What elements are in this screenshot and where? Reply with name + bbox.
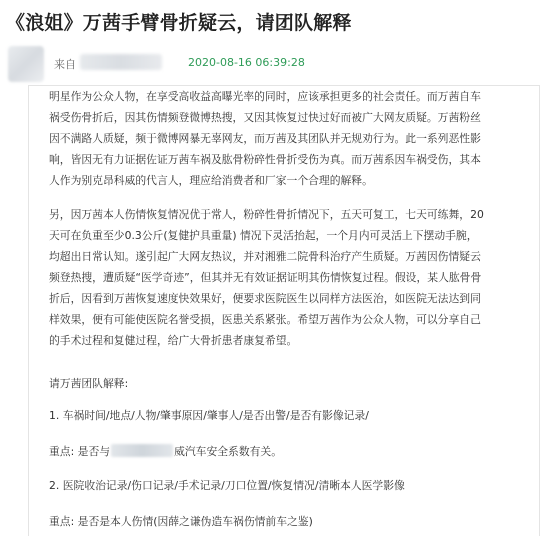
- key-point-1-prefix: 重点: 是否与: [49, 445, 111, 458]
- paragraph-line: 频登热搜，遭质疑“医学奇迹”，但其并无有效证据证明其伤情恢复过程。假设，某人肱骨骨: [49, 271, 482, 284]
- paragraph-line: 样效果，便有可能使医院名誉受损，医患关系紧张。希望万茜作为公众人物，可以分享自己: [49, 313, 481, 326]
- post-meta: [6, 42, 554, 82]
- paragraph-line: 均超出日常认知。遂引起广大网友热议，并对湘雅二院骨科治疗产生质疑。万茜因伤情疑云: [49, 250, 481, 263]
- request-heading: 请万茜团队解释:: [49, 377, 129, 390]
- paragraph-2: [49, 204, 533, 351]
- post-body: [28, 85, 540, 536]
- paragraph-line: 另，因万茜本人伤情恢复情况优于常人，粉碎性骨折情况下，五天可复工，七天可练舞，20: [49, 208, 484, 221]
- redacted-text: [111, 444, 173, 457]
- paragraph-line: 的手术过程和复健过程，给广大骨折患者康复希望。: [49, 334, 298, 347]
- key-point-1: [49, 444, 533, 459]
- request-item-2: 2. 医院收治记录/伤口记录/手术记录/刀口位置/恢复情况/清晰本人医学影像: [49, 479, 405, 492]
- paragraph-line: 祸受伤骨折后，因其伤情频登微博热搜，又因其恢复过快过好而被广大网友质疑。万茜粉丝: [49, 111, 481, 124]
- paragraph-line: 因不满路人质疑，频于微博网暴无辜网友，而万茜及其团队并无规劝行为。此一系列恶性影: [49, 132, 481, 145]
- post-date: 2020-08-16 06:39:28: [188, 56, 305, 69]
- redacted-author-name[interactable]: [80, 54, 162, 70]
- post-title: 《浪姐》万茜手臂骨折疑云，请团队解释: [6, 12, 352, 34]
- from-label: 来自: [54, 58, 76, 71]
- avatar[interactable]: [8, 46, 44, 82]
- paragraph-1: [49, 86, 533, 191]
- paragraph-line: 折后，因看到万茜恢复速度快效果好，便要求医院医生以同样方法医治，如医院无法达到同: [49, 292, 481, 305]
- request-item-1: 1. 车祸时间/地点/人物/肇事原因/肇事人/是否出警/是否有影像记录/: [49, 409, 369, 422]
- paragraph-line: 响，皆因无有力证据佐证万茜车祸及肱骨粉碎性骨折受伤为真。而万茜系因车祸受伤，其本: [49, 153, 481, 166]
- key-point-2: 重点: 是否是本人伤情(因薛之谦伪造车祸伤情前车之鉴): [49, 515, 313, 528]
- key-point-1-suffix: 威汽车安全系数有关。: [174, 445, 283, 458]
- paragraph-line: 人作为别克昂科威的代言人，理应给消费者和厂家一个合理的解释。: [49, 174, 373, 187]
- paragraph-line: 天可在负重至少0.3公斤(复健护具重量) 情况下灵活抬起，一个月内可灵活上下摆动手腕，: [49, 229, 478, 242]
- paragraph-line: 明星作为公众人物，在享受高收益高曝光率的同时，应该承担更多的社会责任。而万茜自车: [49, 90, 481, 103]
